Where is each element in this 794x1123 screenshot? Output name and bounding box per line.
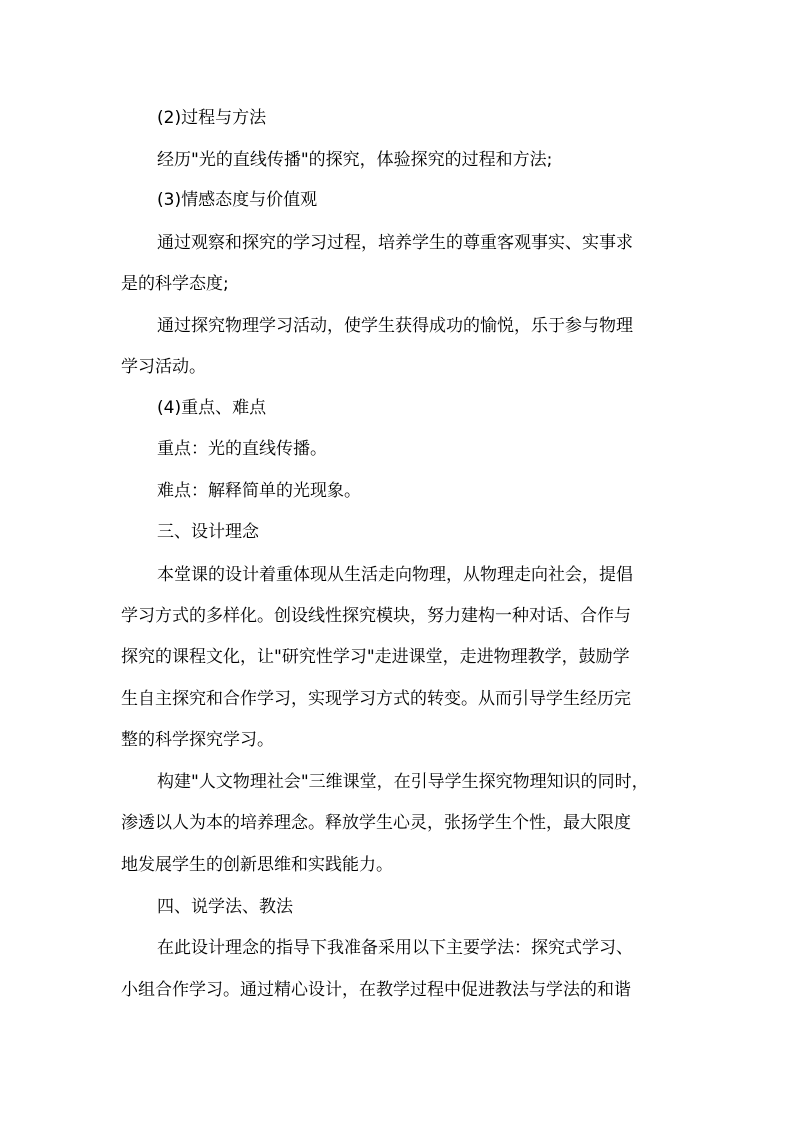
paragraph-line: 生自主探究和合作学习，实现学习方式的转变。从而引导学生经历完 bbox=[121, 689, 631, 709]
paragraph-line: 学习活动。 bbox=[121, 357, 206, 377]
paragraph-line: 构建"人文物理社会"三维课堂，在引导学生探究物理知识的同时， bbox=[157, 772, 649, 792]
paragraph-line: 难点：解释简单的光现象。 bbox=[157, 481, 361, 501]
paragraph-line: 是的科学态度; bbox=[121, 274, 229, 294]
paragraph-line: 渗透以人为本的培养理念。释放学生心灵，张扬学生个性，最大限度 bbox=[121, 813, 631, 833]
heading-emotion-attitude: (3)情感态度与价值观 bbox=[157, 190, 318, 210]
paragraph-line: 地发展学生的创新思维和实践能力。 bbox=[121, 855, 393, 875]
heading-process-method: (2)过程与方法 bbox=[157, 108, 267, 128]
paragraph-line: 重点：光的直线传播。 bbox=[157, 439, 327, 459]
paragraph-line: 本堂课的设计着重体现从生活走向物理，从物理走向社会，提倡 bbox=[157, 565, 633, 585]
paragraph-line: 经历"光的直线传播"的探究，体验探究的过程和方法; bbox=[157, 150, 553, 170]
paragraph-line: 整的科学探究学习。 bbox=[121, 730, 274, 750]
heading-learning-teaching-methods: 四、说学法、教法 bbox=[157, 897, 293, 917]
paragraph-line: 学习方式的多样化。创设线性探究模块，努力建构一种对话、合作与 bbox=[121, 606, 631, 626]
paragraph-line: 探究的课程文化，让"研究性学习"走进课堂，走进物理教学，鼓励学 bbox=[121, 647, 630, 667]
heading-design-concept: 三、设计理念 bbox=[157, 522, 259, 542]
paragraph-line: 通过探究物理学习活动，使学生获得成功的愉悦，乐于参与物理 bbox=[157, 316, 633, 336]
heading-key-difficult-points: (4)重点、难点 bbox=[157, 398, 267, 418]
paragraph-line: 在此设计理念的指导下我准备采用以下主要学法：探究式学习、 bbox=[157, 938, 633, 958]
paragraph-line: 通过观察和探究的学习过程，培养学生的尊重客观事实、实事求 bbox=[157, 233, 633, 253]
paragraph-line: 小组合作学习。通过精心设计，在教学过程中促进教法与学法的和谐 bbox=[121, 980, 631, 1000]
